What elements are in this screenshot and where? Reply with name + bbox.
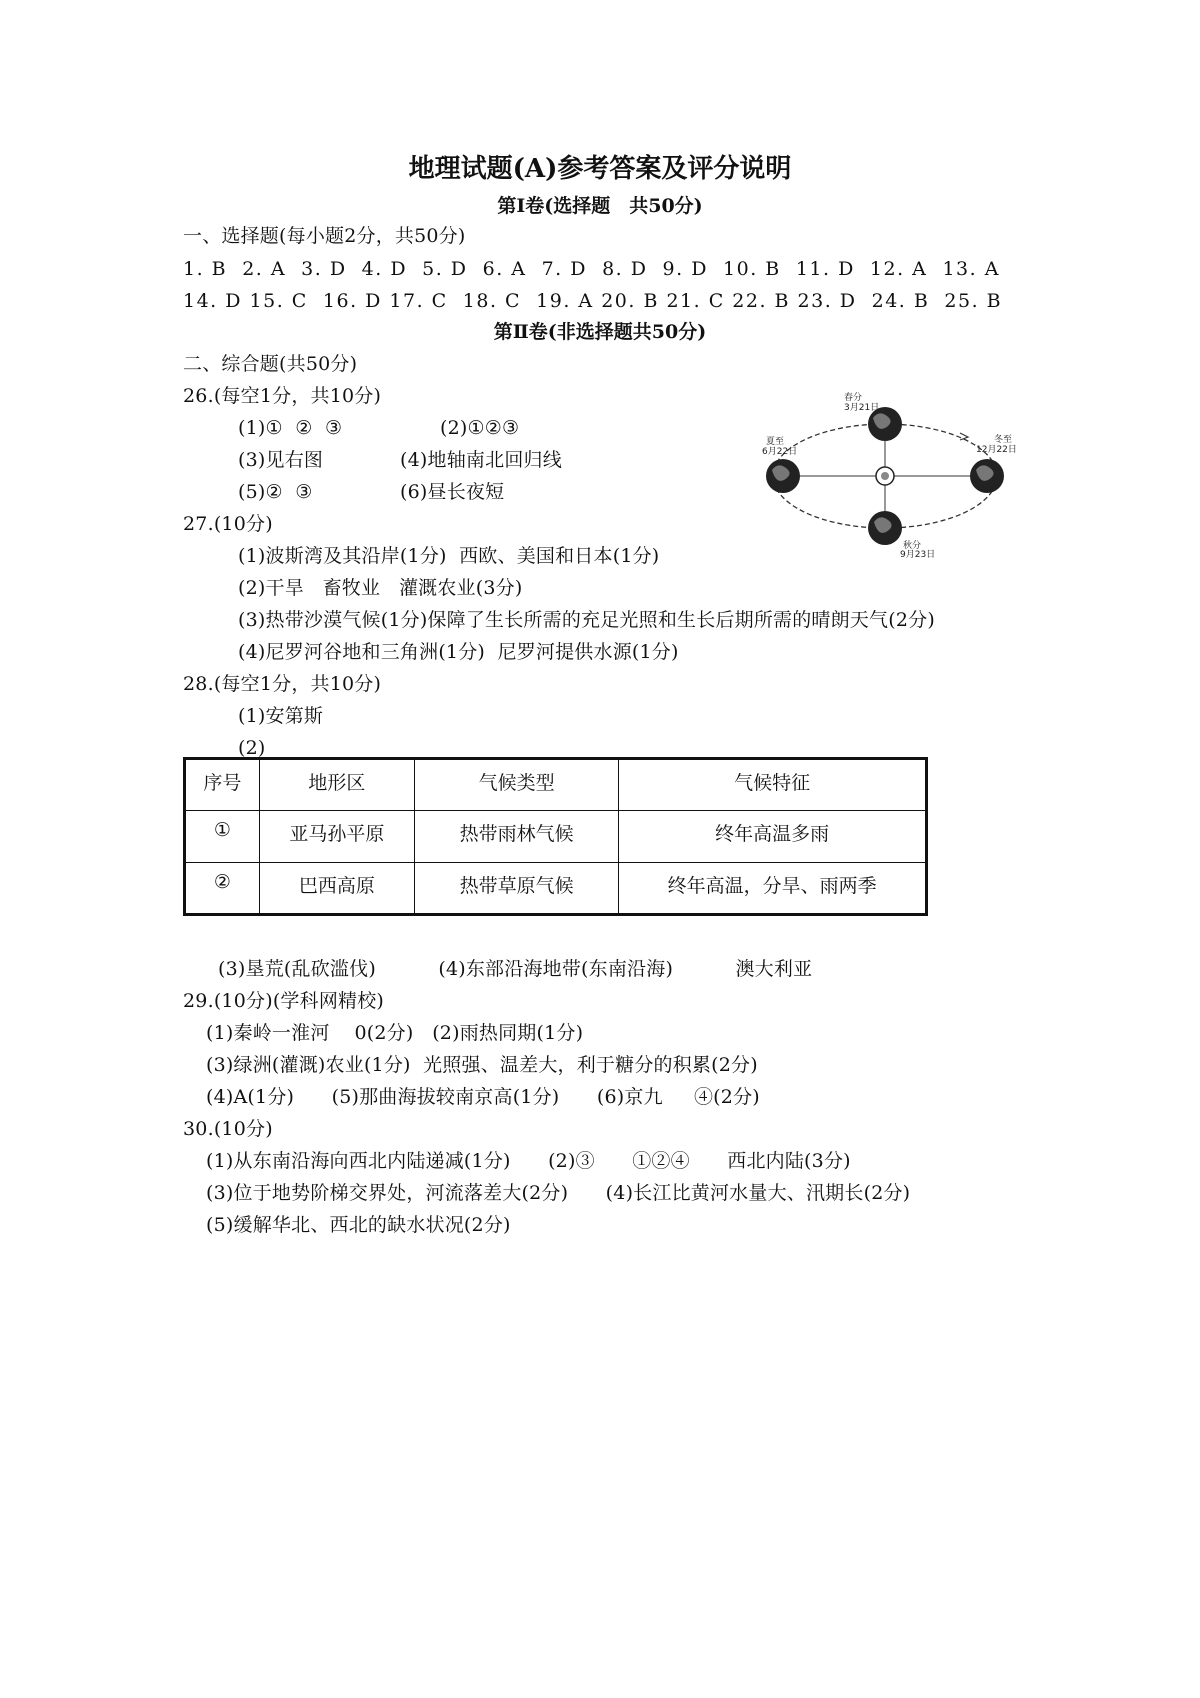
table-header-row bbox=[185, 759, 927, 811]
label-winter-date: 12月22日 bbox=[976, 445, 1017, 455]
table-cell: 热带雨林气候 bbox=[415, 811, 619, 862]
q30-header: 30.(10分) bbox=[183, 1118, 273, 1140]
label-summer: 夏至 bbox=[766, 437, 785, 447]
q27-answer-1: (1)波斯湾及其沿岸(1分) 西欧、美国和日本(1分) bbox=[238, 545, 660, 567]
q27-answer-3: (3)热带沙漠气候(1分)保障了生长所需的充足光照和生长后期所需的晴朗天气(2分) bbox=[238, 609, 935, 631]
table-cell: ② bbox=[185, 862, 260, 914]
q27-header: 27.(10分) bbox=[183, 513, 273, 535]
q27-answer-2: (2)干旱 畜牧业 灌溉农业(3分) bbox=[238, 577, 523, 599]
earth-winter-icon bbox=[970, 459, 1004, 493]
document-title: 地理试题(A)参考答案及评分说明 bbox=[408, 154, 792, 184]
q29-header: 29.(10分)(学科网精校) bbox=[183, 990, 385, 1012]
table-row bbox=[185, 862, 927, 914]
part2-heading: 第Ⅱ卷(非选择题共50分) bbox=[493, 321, 707, 343]
table-cell: ① bbox=[185, 811, 260, 862]
table-cell: 亚马孙平原 bbox=[259, 811, 414, 862]
q28-answer-1: (1)安第斯 bbox=[238, 705, 324, 727]
q26-answer-2: (2)①②③ bbox=[440, 417, 520, 439]
earth-orbit-diagram bbox=[760, 388, 1030, 558]
table-cell: 巴西高原 bbox=[259, 862, 414, 914]
table-cell: 热带草原气候 bbox=[415, 862, 619, 914]
table-row bbox=[185, 811, 927, 862]
section2-label: 二、综合题(共50分) bbox=[183, 353, 358, 375]
mc-answers-line1: 1. B 2. A 3. D 4. D 5. D 6. A 7. D 8. D 9. D 10. B 11. D 12. A 13. A bbox=[183, 258, 1000, 280]
q30-answer-2: (3)位于地势阶梯交界处，河流落差大(2分) (4)长江比黄河水量大、汛期长(2分) bbox=[206, 1182, 911, 1204]
label-summer-date: 6月22日 bbox=[762, 447, 798, 457]
label-spring: 春分 bbox=[844, 393, 863, 403]
q29-answer-2: (3)绿洲(灌溉)农业(1分) 光照强、温差大，利于糖分的积累(2分) bbox=[206, 1054, 758, 1076]
section1-label: 一、选择题(每小题2分，共50分) bbox=[183, 225, 466, 247]
label-autumn: 秋分 bbox=[903, 541, 922, 551]
header-cell: 地形区 bbox=[259, 759, 414, 811]
label-autumn-date: 9月23日 bbox=[900, 550, 936, 558]
table-cell: 终年高温多雨 bbox=[619, 811, 927, 862]
label-spring-date: 3月21日 bbox=[844, 403, 880, 413]
q26-answer-1: (1)① ② ③ bbox=[238, 417, 343, 439]
label-winter: 冬至 bbox=[994, 435, 1013, 445]
header-cell: 序号 bbox=[185, 759, 260, 811]
header-cell: 气候类型 bbox=[415, 759, 619, 811]
earth-summer-icon bbox=[766, 459, 800, 493]
q26-answer-6: (6)昼长夜短 bbox=[400, 481, 505, 503]
q30-answer-1: (1)从东南沿海向西北内陆递减(1分) (2)③ ①②④ 西北内陆(3分) bbox=[206, 1150, 851, 1172]
q28-header: 28.(每空1分，共10分) bbox=[183, 673, 382, 695]
mc-answers-line2: 14. D 15. C 16. D 17. C 18. C 19. A 20. B 21. C 22. B 23. D 24. B 25. B bbox=[183, 290, 1003, 312]
q29-answer-3: (4)A(1分) (5)那曲海拔较南京高(1分) (6)京九 ④(2分) bbox=[206, 1086, 760, 1108]
q30-answer-3: (5)缓解华北、西北的缺水状况(2分) bbox=[206, 1214, 511, 1236]
q26-answer-5: (5)② ③ bbox=[238, 481, 313, 503]
q26-header: 26.(每空1分，共10分) bbox=[183, 385, 382, 407]
climate-table bbox=[183, 757, 928, 916]
q26-answer-3: (3)见右图 bbox=[238, 449, 324, 471]
q28-answer-3: (3)垦荒(乱砍滥伐) (4)东部沿海地带(东南沿海) 澳大利亚 bbox=[218, 958, 813, 980]
q29-answer-1: (1)秦岭一淮河 0(2分) (2)雨热同期(1分) bbox=[206, 1022, 584, 1044]
q28-answer-2: (2) bbox=[238, 737, 266, 759]
part1-heading: 第Ⅰ卷(选择题 共50分) bbox=[497, 195, 703, 217]
table-cell: 终年高温，分旱、雨两季 bbox=[619, 862, 927, 914]
q26-answer-4: (4)地轴南北回归线 bbox=[400, 449, 562, 471]
orbit-arrow-icon bbox=[960, 433, 968, 440]
earth-autumn-icon bbox=[868, 511, 902, 545]
header-cell: 气候特征 bbox=[619, 759, 927, 811]
q27-answer-4: (4)尼罗河谷地和三角洲(1分) 尼罗河提供水源(1分) bbox=[238, 641, 679, 663]
